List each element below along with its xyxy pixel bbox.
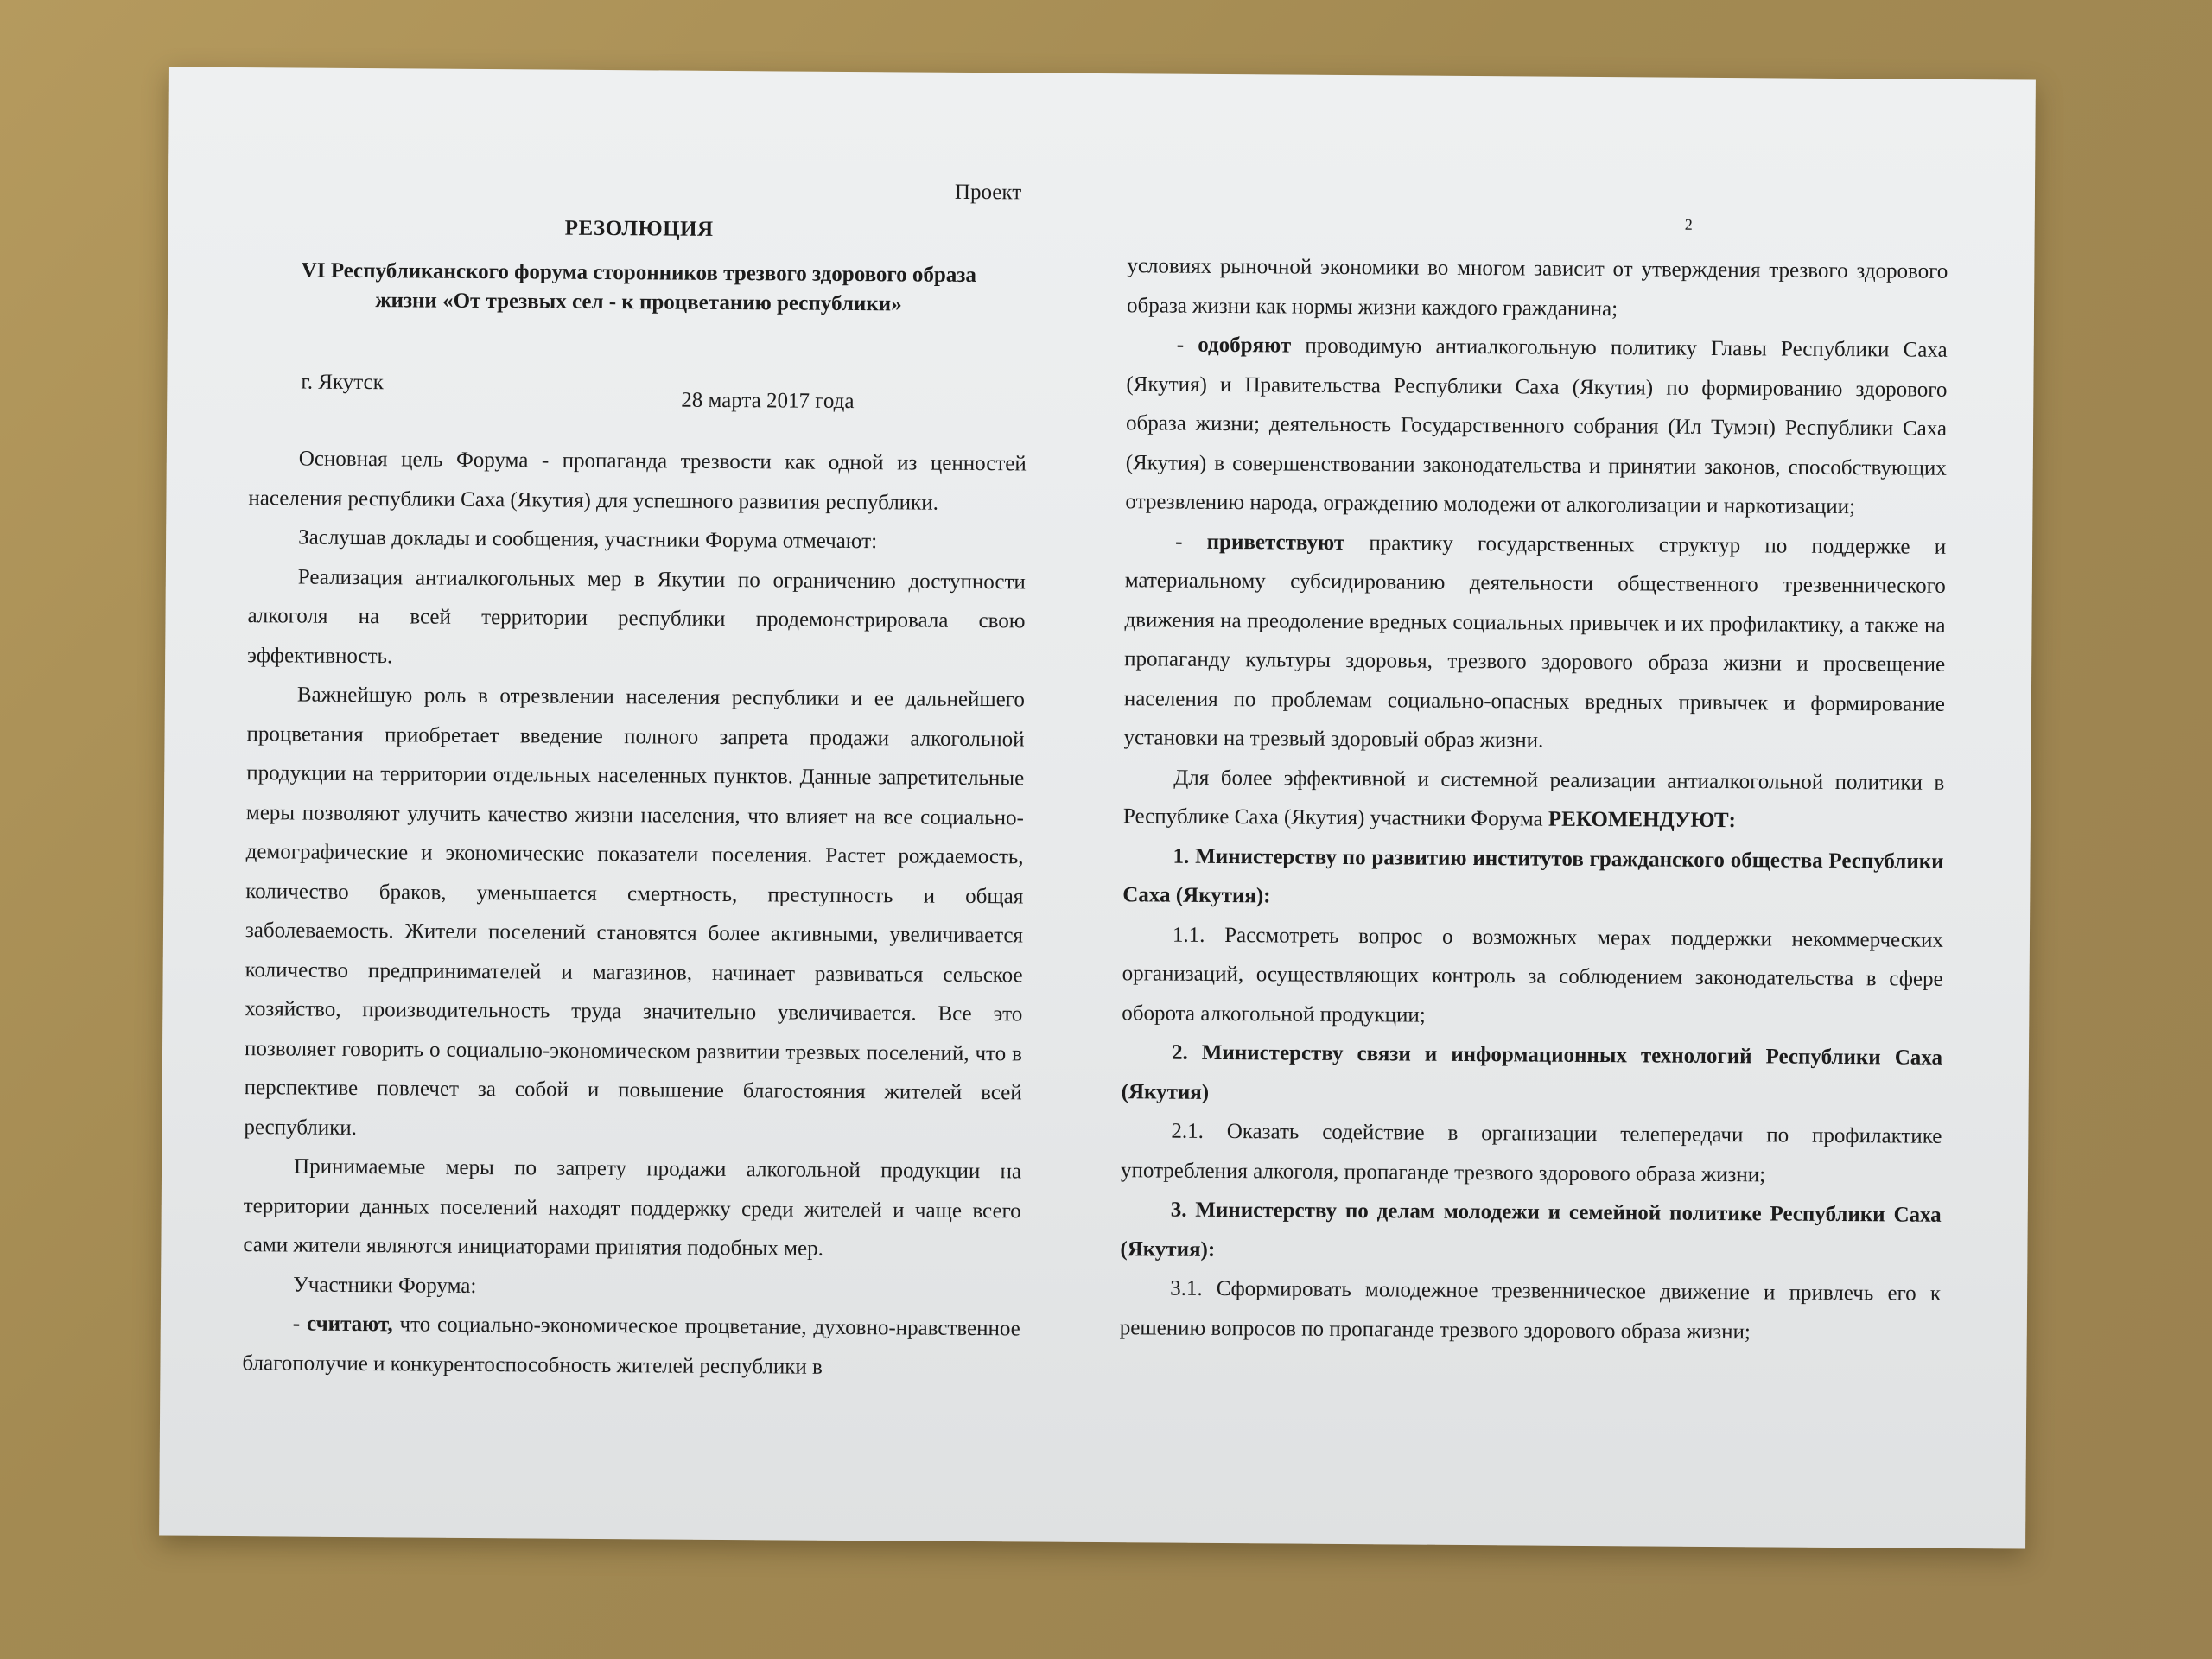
page-number: 2 [1684, 215, 1693, 233]
paragraph: Заслушав доклады и сообщения, участники Форума отмечают: [298, 525, 878, 554]
paragraph-text: Для более эффективной и системной реализации антиалкогольной политики в Республике Саха (Якутия) участники Форума [1122, 766, 1945, 831]
section-heading [1120, 1190, 1942, 1274]
section-heading-text: 2. Министерству связи и информационных технологий Республики Саха (Якутия) [1121, 1040, 1943, 1104]
section-heading-text: 3. Министерству по делам молодежи и семейной политике Республики Саха (Якутия): [1120, 1198, 1942, 1262]
paragraph: Принимаемые меры по запрету продажи алкогольной продукции на территории данных поселений находят поддержку среди жителей и чаще всего сами жители являются инициаторами принятия подобных мер. [243, 1154, 1022, 1261]
section-heading-text: 1. Министерству по развитию институтов гражданского общества Республики Саха (Якутия): [1122, 844, 1944, 908]
paragraph-text: проводимую антиалкогольную политику Главы Республики Саха (Якутия) и Правительства Республики Саха (Якутия) по формированию здорового образа жизни; деятельность Государственного собрания (Ил Тумэн) Республики Саха (Якутия) в совершенствовании законодательства и принятии законов, способствующих отрезвлению народа, ограждению молодежи от алкоголизации и наркотизации; [1125, 334, 1948, 519]
bold-lead: - приветствуют [1175, 530, 1345, 555]
left-page-body [242, 439, 1027, 1388]
paper-sheet [159, 67, 2036, 1548]
paragraph-text: практику государственных структур по поддержке и материальному субсидированию деятельности общественного трезвеннического движения на преодоление вредных социальных привычек и их профилактику, а также на пропаганду культуры здоровья, трезвого здорового образа жизни и просвещение населения по проблемам социально-опасных вредных привычек и формирование установки на трезвый здоровый образ жизни. [1123, 531, 1947, 753]
paragraph [1123, 522, 1946, 764]
paragraph-text: что социально-экономическое процветание, духовно-нравственное благополучие и конкурентоспособность жителей республики в [242, 1313, 1020, 1379]
document-date: 28 марта 2017 года [681, 388, 855, 414]
paragraph: 3.1. Сформировать молодежное трезвенническое движение и привлечь его к решению вопросов по пропаганде трезвого здорового образа жизни; [1119, 1276, 1942, 1344]
paragraph [242, 1304, 1020, 1388]
document-place: г. Якутск [301, 370, 384, 395]
paragraph: 1.1. Рассмотреть вопрос о возможных мерах поддержки некоммерческих организаций, осуществляющих контроль за соблюдением законодательства в сфере оборота алкогольной продукции; [1122, 923, 1944, 1027]
paragraph [1125, 325, 1948, 527]
right-page-body [1120, 246, 1948, 1353]
bold-keyword: РЕКОМЕНДУЮТ: [1548, 807, 1737, 833]
paragraph: Основная цель Форума - пропаганда трезвости как одной из ценностей населения республики Саха (Якутия) для успешного развития республики. [248, 447, 1027, 515]
section-heading [1122, 836, 1944, 921]
paragraph: Важнейшую роль в отрезвлении населения республики и ее дальнейшего процветания приобретает введение полного запрета продажи алкогольной продукции на территории отдельных населенных пунктов. Данные запретительные меры позволяют улучить качество жизни населения, что влияет на все социально-демографические и экономические показатели поселения. Растет рождаемость, количество браков, уменьшается смертность, преступность и общая заболеваемость. Жители поселений становятся более активными, увеличивается количество предпринимателей и магазинов, начинает развиваться сельское хозяйство, производительность труда значительно увеличивается. Все это позволяет говорить о социально-экономическом развитии трезвых поселений, что в перспективе повлечет за собой и повышение благостояния жителей всей республики. [244, 683, 1025, 1140]
subtitle-line-2: жизни «От трезвых сел - к процветанию республики» [375, 289, 902, 316]
paragraph [1123, 758, 1945, 842]
document-title: РЕЗОЛЮЦИЯ [564, 216, 714, 241]
project-mark: Проект [954, 180, 1022, 205]
subtitle-line-1: VI Республиканского форума сторонников трезвого здорового образа [301, 258, 976, 288]
bold-lead: - одобряют [1176, 333, 1292, 358]
right-page [1119, 73, 1958, 1344]
section-heading [1122, 1033, 1943, 1117]
paragraph: Участники Форума: [293, 1273, 477, 1298]
paragraph: условиях рыночной экономики во многом зависит от утверждения трезвого здорового образа жизни как нормы жизни каждого гражданина; [1126, 254, 1948, 321]
paragraph: Реализация антиалкогольных мер в Якутии по ограничению доступности алкоголя на всей территории республики продемонстрировала свою эффективность. [247, 565, 1026, 668]
paragraph: 2.1. Оказать содействие в организации телепередачи по профилактике употребления алкоголя, пропаганде трезвого здорового образа жизни; [1120, 1119, 1942, 1186]
bold-lead: - считают, [292, 1312, 393, 1337]
document-subtitle [250, 256, 1027, 320]
